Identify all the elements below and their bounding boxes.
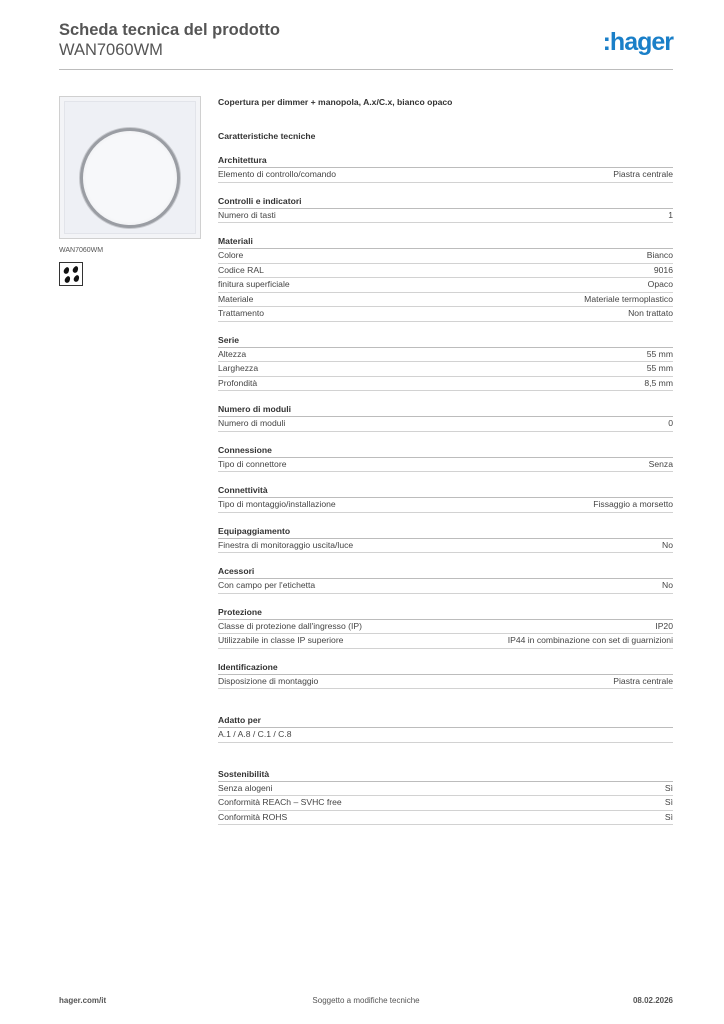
spec-label: Conformità ROHS	[218, 811, 288, 822]
spec-row	[218, 620, 673, 635]
spec-group	[218, 444, 673, 473]
spec-label: Larghezza	[218, 363, 259, 373]
spec-row	[218, 209, 673, 224]
spec-row	[218, 498, 673, 513]
spec-row	[218, 634, 673, 649]
spec-group	[218, 565, 673, 594]
product-sidebar	[59, 96, 201, 286]
spec-label: Disposizione di montaggio	[218, 675, 319, 686]
spec-group	[218, 154, 673, 183]
spec-label: Codice RAL	[218, 264, 264, 275]
spec-group-title: Protezione	[218, 606, 673, 620]
spec-row	[218, 811, 673, 826]
spec-value: 1	[668, 209, 673, 220]
footer-date: 08.02.2026	[632, 996, 673, 1005]
spec-value: Opaco	[647, 279, 673, 289]
spec-label: finitura superficiale	[218, 279, 290, 289]
spec-value: Sì	[664, 797, 673, 807]
spec-group-title: Controlli e indicatori	[218, 195, 673, 209]
sustainability-group	[218, 768, 673, 826]
product-image	[59, 96, 201, 239]
spec-label: Utilizzabile in classe IP superiore	[218, 635, 344, 645]
spec-group-title: Equipaggiamento	[218, 525, 673, 539]
spec-value: Non trattato	[628, 308, 673, 318]
spec-group-title: Adatto per	[218, 714, 673, 728]
spec-value: No	[662, 580, 673, 590]
spec-groups	[218, 154, 673, 689]
spec-label: Trattamento	[218, 308, 265, 318]
footer-website[interactable]: hager.com/it	[59, 996, 107, 1005]
spec-label: Elemento di controllo/comando	[218, 169, 336, 179]
spec-row	[218, 728, 673, 743]
spec-value: Fissaggio a morsetto	[593, 499, 673, 509]
footer-note: Soggetto a modifiche tecniche	[312, 996, 420, 1005]
spec-row	[218, 249, 673, 264]
spec-group	[218, 661, 673, 690]
spec-label: A.1 / A.8 / C.1 / C.8	[218, 729, 292, 739]
spec-label: Materiale	[218, 293, 254, 304]
spec-row	[218, 458, 673, 473]
spec-row	[218, 782, 673, 797]
suitable-for-group	[218, 714, 673, 743]
spec-label: Tipo di connettore	[218, 458, 287, 469]
spec-row	[218, 377, 673, 392]
product-description: Copertura per dimmer + manopola, A.x/C.x, bianco opaco	[218, 97, 453, 107]
spec-group	[218, 714, 673, 743]
spec-group-title: Connessione	[218, 444, 673, 458]
spec-group-title: Architettura	[218, 154, 673, 168]
spec-label: Altezza	[218, 348, 247, 359]
product-image-caption: WAN7060WM	[59, 247, 104, 254]
spec-group	[218, 525, 673, 554]
spec-value: Piastra centrale	[613, 675, 673, 686]
document-title: Scheda tecnica del prodotto	[59, 21, 280, 39]
spec-group-title: Sostenibilità	[218, 768, 673, 782]
spec-group	[218, 484, 673, 513]
spec-row	[218, 264, 673, 279]
spec-label: Classe di protezione dall'ingresso (IP)	[218, 620, 362, 631]
spec-value: Materiale termoplastico	[584, 293, 673, 304]
spec-value: 9016	[653, 264, 673, 275]
spec-value: Bianco	[646, 250, 673, 260]
page-header	[59, 20, 673, 70]
dimmer-knob	[80, 128, 180, 228]
section-title: Caratteristiche tecniche	[218, 131, 316, 141]
spec-group	[218, 768, 673, 826]
spec-row	[218, 579, 673, 594]
spec-value: 0	[668, 418, 673, 428]
spec-group	[218, 235, 673, 322]
specifications	[218, 96, 673, 825]
spec-group	[218, 403, 673, 432]
spec-group-title: Materiali	[218, 235, 673, 249]
spec-group-title: Identificazione	[218, 661, 673, 675]
spec-row	[218, 278, 673, 293]
spec-label: Numero di tasti	[218, 209, 276, 220]
spec-row	[218, 168, 673, 183]
spec-row	[218, 307, 673, 322]
water-drops-icon	[59, 262, 83, 286]
spec-row	[218, 417, 673, 432]
spec-row	[218, 348, 673, 363]
spec-label: Con campo per l'etichetta	[218, 580, 316, 590]
spec-label: Tipo di montaggio/installazione	[218, 499, 336, 509]
spec-group-title: Connettività	[218, 484, 673, 498]
spec-value: 55 mm	[646, 363, 673, 373]
spec-value: 8,5 mm	[644, 377, 673, 388]
spec-group	[218, 606, 673, 649]
spec-row	[218, 796, 673, 811]
spec-label: Conformità REACh – SVHC free	[218, 797, 342, 807]
spec-row	[218, 293, 673, 308]
spec-label: Senza alogeni	[218, 782, 273, 793]
hager-logo: :hager	[602, 28, 673, 56]
spec-value: Sì	[664, 811, 673, 822]
spec-label: Finestra di monitoraggio uscita/luce	[218, 539, 354, 550]
spec-group	[218, 334, 673, 392]
spec-group-title: Serie	[218, 334, 673, 348]
spec-label: Colore	[218, 250, 244, 260]
spec-group	[218, 195, 673, 224]
spec-row	[218, 675, 673, 690]
spec-value: IP44 in combinazione con set di guarnizioni	[507, 635, 673, 645]
product-code: WAN7060WM	[59, 41, 163, 59]
spec-row	[218, 362, 673, 377]
spec-value: No	[662, 539, 673, 550]
spec-value: Sì	[664, 782, 673, 793]
spec-group-title: Numero di moduli	[218, 403, 673, 417]
spec-group-title: Acessori	[218, 565, 673, 579]
spec-value: Senza	[648, 458, 673, 469]
spec-label: Profondità	[218, 377, 258, 388]
spec-value: 55 mm	[646, 348, 673, 359]
spec-label: Numero di moduli	[218, 418, 286, 428]
spec-value: IP20	[655, 620, 673, 631]
spec-row	[218, 539, 673, 554]
spec-value: Piastra centrale	[613, 169, 673, 179]
